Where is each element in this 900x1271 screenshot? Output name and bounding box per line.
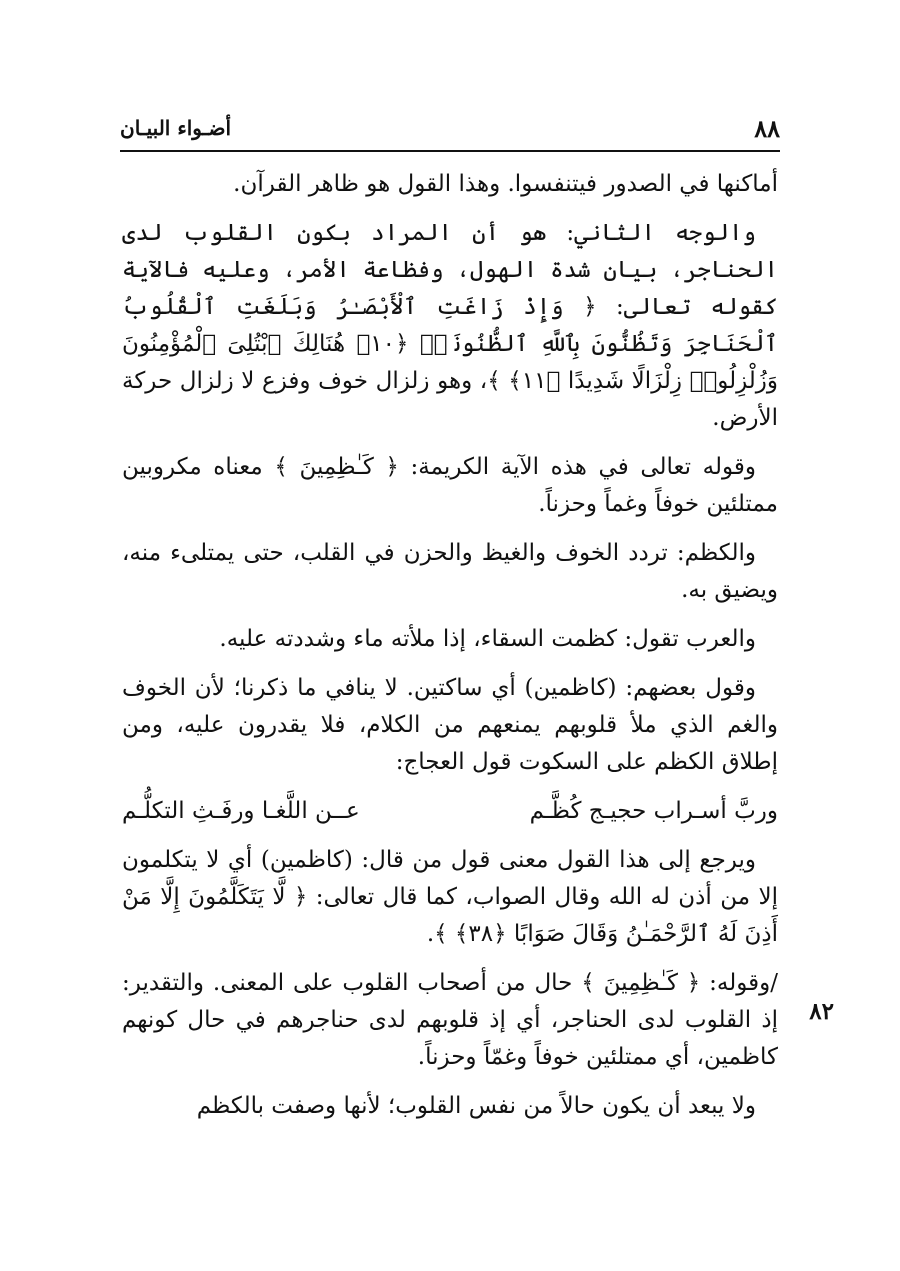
- page-number: ٨٨: [754, 114, 780, 143]
- paragraph-3: وقوله تعالى في هذه الآية الكريمة: ﴿ كَـٰظِمِينَ ﴾ معناه مكروبين ممتلئين خوفاً وغماً وحزناً.: [122, 454, 778, 517]
- poem-second-hemistich: عــن اللَّغـا ورفَـثِ التكلُّـم: [122, 798, 360, 824]
- paragraph-1: أماكنها في الصدور فيتنفسوا. وهذا القول هو ظاهر القرآن.: [233, 171, 778, 197]
- paragraph-8: /وقوله: ﴿ كَـٰظِمِينَ ﴾ حال من أصحاب القلوب على المعنى. والتقدير: إذ القلوب لدى الحناجر، أي إذ قلوبهم لدى حناجرهم في حال كونهم كاظمين، أي ممتلئين خوفاً وغمّاً وحزناً.: [122, 970, 778, 1070]
- poem-verse: [122, 793, 778, 830]
- paragraph-9: ولا يبعد أن يكون حالاً من نفس القلوب؛ لأنها وصفت بالكظم: [196, 1093, 756, 1119]
- page-header: [120, 108, 780, 148]
- paragraph-6: وقول بعضهم: (كاظمين) أي ساكتين. لا ينافي ما ذكرنا؛ لأن الخوف والغم الذي ملأ قلوبهم يمنعهم من الكلام، فلا يقدرون عليه، ومن إطلاق الكظم على السكوت قول العجاج:: [122, 675, 778, 775]
- paragraph-2: والوجه الثاني: هو أن المراد بكون القلوب لدى الحناجر، بيان شدة الهول، وفظاعة الأمر، وعليه فالآية كقوله تعالى: ﴿ وَإِذْ زَاغَتِ ٱلْأَبْصَـٰرُ وَبَلَغَتِ ٱلْقُلُوبُ ٱلْحَنَاجِرَ وَتَظُنُّونَ بِٱللَّهِ ٱلظُّنُونَا۠ ﴿١٠﴾ هُنَالِكَ ٱبْتُلِىَ ٱلْمُؤْمِنُونَ وَزُلْزِلُوا۟ زِلْزَالًا شَدِيدًا ﴿١١﴾ ﴾، وهو زلزال خوف وفزع لا زلزال حركة الأرض.: [122, 220, 779, 431]
- header-rule: [120, 150, 780, 152]
- paragraph-5: والعرب تقول: كظمت السقاء، إذا ملأته ماء وشددته عليه.: [219, 626, 756, 652]
- body-text: [122, 166, 778, 1137]
- paragraph-4: والكظم: تردد الخوف والغيظ والحزن في القلب، حتى يمتلىء منه، ويضيق به.: [122, 540, 778, 603]
- poem-first-hemistich: وربَّ أسـراب حجيـج كُظَّـم: [529, 798, 778, 824]
- book-title: أضـواء البيـان: [120, 116, 232, 140]
- paragraph-7: ويرجع إلى هذا القول معنى قول من قال: (كاظمين) أي لا يتكلمون إلا من أذن له الله وقال الصواب، كما قال تعالى: ﴿ لَّا يَتَكَلَّمُونَ إِلَّا مَنْ أَذِنَ لَهُ ٱلرَّحْمَـٰنُ وَقَالَ صَوَابًا ﴿٣٨﴾ ﴾.: [122, 847, 778, 947]
- margin-page-reference: ٨٢: [809, 998, 834, 1025]
